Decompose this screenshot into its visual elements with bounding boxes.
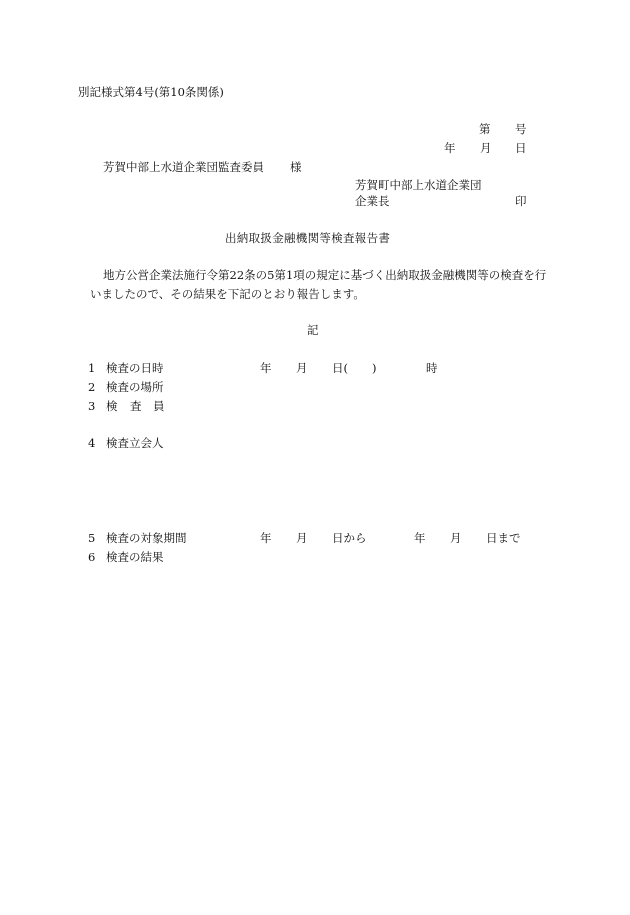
addressee-honorific: 様: [290, 160, 302, 174]
sender-org: 芳賀町中部上水道企業団: [355, 178, 482, 192]
document-title: 出納取扱金融機関等検査報告書: [225, 231, 391, 245]
doc-number-go: 号: [515, 122, 527, 136]
item-6-number: 6: [88, 550, 96, 564]
form-label: 別記様式第4号(第10条関係): [78, 85, 224, 99]
item-4-number: 4: [88, 436, 96, 450]
body-line-2: いましたので、その結果を下記のとおり報告します。: [90, 287, 365, 301]
ki-heading: 記: [307, 323, 319, 337]
item-5-year-2: 年: [414, 531, 426, 545]
item-3-label-a: 検: [106, 399, 118, 413]
addressee-name: 芳賀中部上水道企業団監査委員: [103, 160, 264, 174]
item-1-month: 月: [296, 361, 308, 375]
date-month: 月: [480, 141, 492, 155]
date-year: 年: [444, 141, 456, 155]
item-1-number: 1: [88, 361, 96, 375]
item-2-label: 検査の場所: [106, 380, 164, 394]
item-5-number: 5: [88, 531, 96, 545]
item-1-label: 検査の日時: [106, 361, 164, 375]
item-5-from: 日から: [332, 531, 367, 545]
item-1-paren-close: ): [372, 361, 377, 375]
item-2-number: 2: [88, 380, 96, 394]
body-line-1: 地方公営企業法施行令第22条の5第1項の規定に基づく出納取扱金融機関等の検査を行: [103, 268, 547, 282]
item-1-year: 年: [260, 361, 272, 375]
item-1-day: 日(: [332, 361, 348, 375]
doc-number-dai: 第: [479, 122, 491, 136]
item-3-number: 3: [88, 399, 96, 413]
date-day: 日: [515, 141, 527, 155]
item-1-hour: 時: [426, 361, 438, 375]
item-3-label-b: 査: [130, 399, 142, 413]
item-5-month-2: 月: [450, 531, 462, 545]
item-4-label: 検査立会人: [106, 436, 164, 450]
sender-seal: 印: [515, 194, 527, 208]
item-5-label: 検査の対象期間: [106, 531, 187, 545]
item-5-year-1: 年: [260, 531, 272, 545]
item-6-label: 検査の結果: [106, 550, 164, 564]
sender-title: 企業長: [355, 194, 390, 208]
item-5-until: 日まで: [486, 531, 521, 545]
item-5-month-1: 月: [296, 531, 308, 545]
item-3-label-c: 員: [153, 399, 165, 413]
